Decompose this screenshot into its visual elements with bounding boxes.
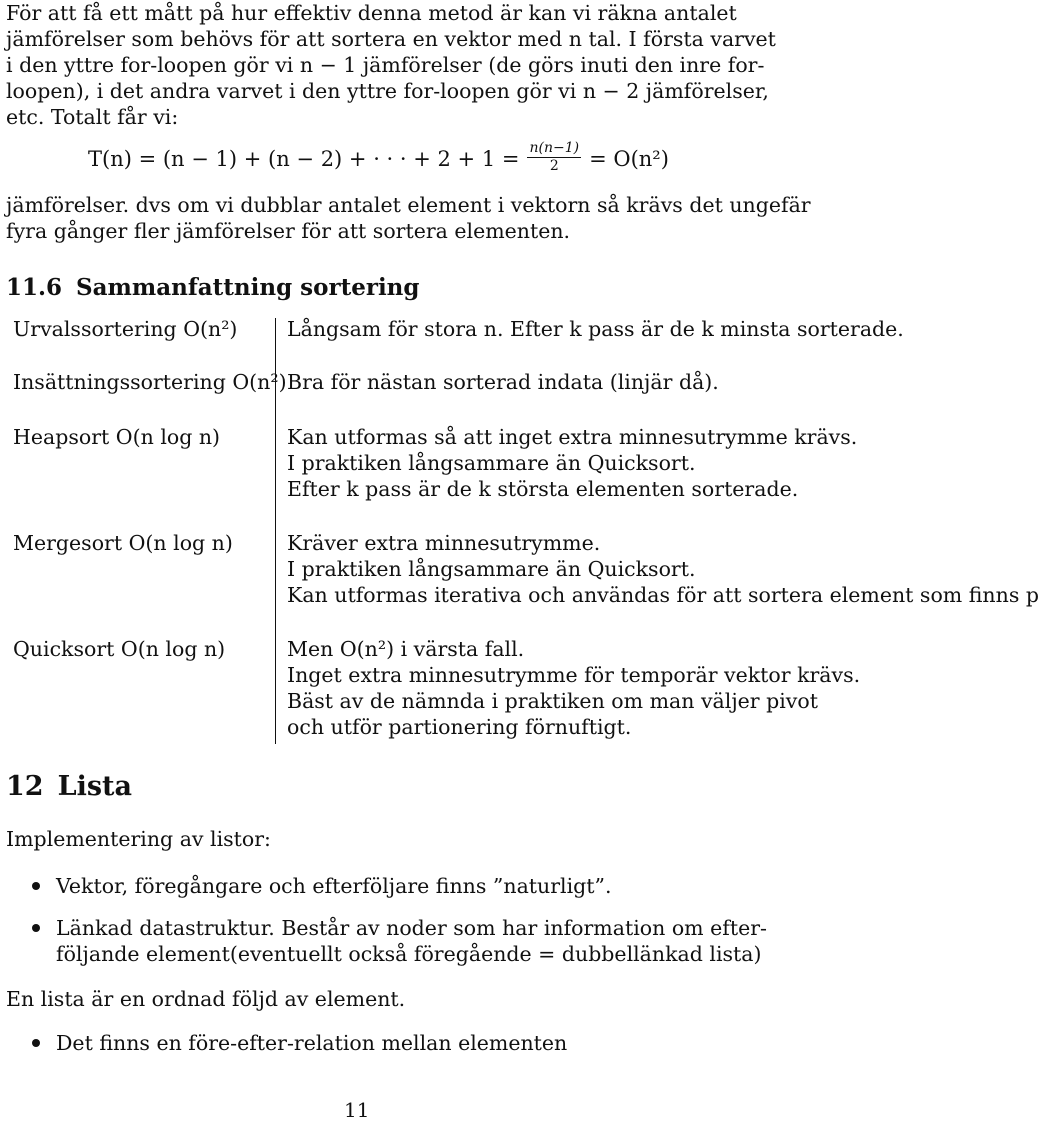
intro-line: jämförelser som behövs för att sortera en vektor med n tal. I första varvet <box>6 27 776 51</box>
fraction-denominator: 2 <box>549 158 559 174</box>
sort-description-line: Bäst av de nämnda i praktiken om man väljer pivot <box>287 689 818 713</box>
sort-name-cell <box>13 424 220 450</box>
sort-description-line: Kräver extra minnesutrymme. <box>287 531 601 555</box>
bullet-icon <box>32 882 40 890</box>
sort-description-cell <box>287 424 857 502</box>
formula-rhs: = O(n²) <box>589 146 669 171</box>
sort-description-line: Efter k pass är de k största elementen sorterade. <box>287 477 799 501</box>
section-title: Lista <box>57 771 132 802</box>
intro-paragraph <box>6 0 776 130</box>
sort-description-line: Kan utformas iterativa och användas för att sortera element som finns p <box>287 583 1039 607</box>
sort-complexity: O(n log n) <box>128 531 233 555</box>
sort-complexity: O(n²) <box>232 370 287 394</box>
sort-description-line: I praktiken långsammare än Quicksort. <box>287 557 696 581</box>
list-definition-text: En lista är en ordnad följd av element. <box>6 987 406 1011</box>
bullet-text <box>56 873 612 899</box>
list-definition <box>6 986 405 1012</box>
bullet-line: Länkad datastruktur. Består av noder som har information om efter- <box>56 916 767 940</box>
complexity-formula <box>88 142 669 175</box>
formula-fraction <box>527 141 581 174</box>
fraction-numerator: n(n−1) <box>529 140 580 156</box>
impl-label-text: Implementering av listor: <box>6 827 271 851</box>
bullet-text <box>56 1030 567 1056</box>
sort-complexity: O(n log n) <box>115 425 221 449</box>
sort-description-line: och utför partionering förnuftigt. <box>287 715 632 739</box>
after-formula-paragraph <box>6 192 811 244</box>
sort-description-line: Kan utformas så att inget extra minnesutrymme krävs. <box>287 425 858 449</box>
bullet-line: följande element(eventuellt också föregående = dubbellänkad lista) <box>56 942 762 966</box>
bullet-line: Vektor, föregångare och efterföljare finns ”naturligt”. <box>56 874 612 898</box>
section-number: 11.6 <box>6 274 63 301</box>
sort-complexity: O(n log n) <box>120 637 226 661</box>
sort-name-cell <box>13 316 237 342</box>
bullet-text <box>56 915 767 967</box>
sort-name: Insättningssortering <box>13 370 226 394</box>
after-formula-line: fyra gånger fler jämförelser för att sortera elementen. <box>6 219 571 243</box>
sort-name-cell <box>13 369 287 395</box>
sort-description-cell <box>287 316 904 342</box>
formula-lhs: T(n) = (n − 1) + (n − 2) + · · · + 2 + 1 = <box>88 146 520 171</box>
intro-line: För att få ett mått på hur effektiv denna metod är kan vi räkna antalet <box>6 1 737 25</box>
sort-description-line: Långsam för stora n. Efter k pass är de k minsta sorterade. <box>287 317 904 341</box>
page-number: 11 <box>344 1098 370 1122</box>
bullet-line: Det finns en före-efter-relation mellan elementen <box>56 1031 568 1055</box>
intro-line: loopen), i det andra varvet i den yttre for-loopen gör vi n − 2 jämförelser, <box>6 79 769 103</box>
sort-description-cell <box>287 530 1039 608</box>
sort-name: Heapsort <box>13 425 110 449</box>
sort-name: Mergesort <box>13 531 123 555</box>
sort-complexity: O(n²) <box>183 317 238 341</box>
section-number: 12 <box>6 771 44 802</box>
sort-name-cell <box>13 636 225 662</box>
sort-name-cell <box>13 530 233 556</box>
bullet-icon <box>32 924 40 932</box>
intro-line: etc. Totalt får vi: <box>6 105 179 129</box>
sort-description-line: Men O(n²) i värsta fall. <box>287 637 525 661</box>
sort-description-line: Bra för nästan sorterad indata (linjär då). <box>287 370 719 394</box>
section-heading-11-6 <box>6 274 419 301</box>
section-title: Sammanfattning sortering <box>76 274 420 301</box>
sort-description-cell <box>287 369 719 395</box>
section-heading-12 <box>6 771 132 802</box>
sort-description-line: Inget extra minnesutrymme för temporär vektor krävs. <box>287 663 861 687</box>
sort-name: Urvalssortering <box>13 317 177 341</box>
after-formula-line: jämförelser. dvs om vi dubblar antalet element i vektorn så krävs det ungefär <box>6 193 811 217</box>
sort-name: Quicksort <box>13 637 115 661</box>
sort-description-cell <box>287 636 860 740</box>
impl-label <box>6 826 271 852</box>
intro-line: i den yttre for-loopen gör vi n − 1 jämförelser (de görs inuti den inre for- <box>6 53 765 77</box>
sort-description-line: I praktiken långsammare än Quicksort. <box>287 451 696 475</box>
bullet-icon <box>32 1039 40 1047</box>
